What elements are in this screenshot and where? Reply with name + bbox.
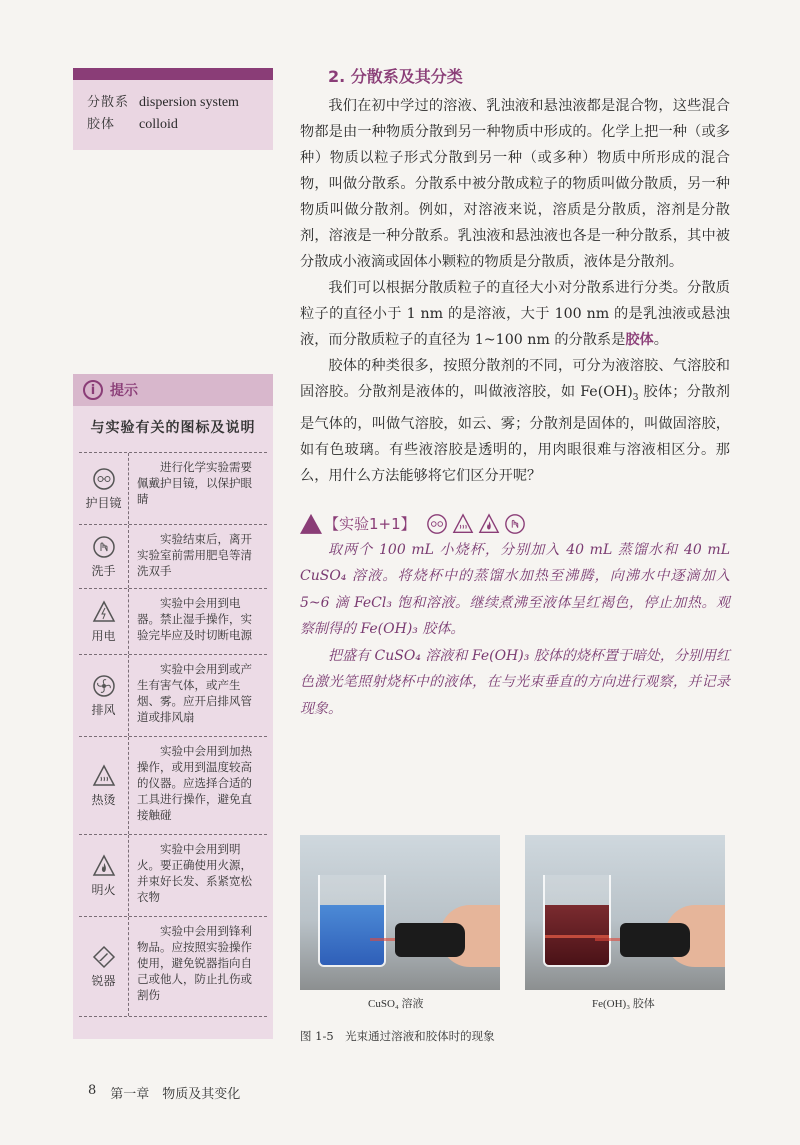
beaker xyxy=(543,875,611,967)
sharp-object-icon xyxy=(92,945,116,969)
tip-icon-cell xyxy=(79,453,129,524)
tips-panel xyxy=(73,374,273,1039)
experiment-step-1: 取两个 100 mL 小烧杯，分别加入 40 mL 蒸馏水和 40 mL CuSO₄ 溶液。将烧杯中的蒸馏水加热至沸腾，向沸水中逐滴加入 5~6 滴 FeCl₃ 饱和溶液。继续煮沸至液体呈红褐色，停止加热。观察制得的 Fe(OH)₃ 胶体。 xyxy=(300,541,730,638)
tip-row xyxy=(79,453,267,525)
tip-icon-name: 锐器 xyxy=(91,973,116,988)
tip-text: 实验中会用到明火。要正确使用火源，并束好长发、系紧宽松衣物 xyxy=(137,842,252,904)
tip-text: 实验结束后，离开实验室前需用肥皂等清洗双手 xyxy=(137,532,252,578)
tip-row xyxy=(79,589,267,655)
tip-text: 实验中会用到或产生有害气体，或产生烟、雾。应开启排风管道或排风扇 xyxy=(137,662,252,724)
tip-row xyxy=(79,737,267,835)
page-number: 8 xyxy=(88,1083,97,1098)
laser-pointer xyxy=(395,923,465,957)
experiment-header xyxy=(300,511,730,537)
photo-fe-oh3-colloid xyxy=(525,835,725,990)
paragraph-2-end: 。 xyxy=(653,332,668,348)
tip-icon-name: 明火 xyxy=(91,882,116,897)
figure-photos xyxy=(300,835,725,990)
tip-icon-name: 用电 xyxy=(91,628,116,643)
paragraph-3-text: 胶体的种类很多，按照分散剂的不同，可分为液溶胶、气溶胶和固溶胶。分散剂是液体的，叫做液溶胶，如 Fe(OH) xyxy=(300,358,730,400)
chapter-title: 第一章 物质及其变化 xyxy=(110,1087,241,1102)
glossary-item xyxy=(73,114,273,136)
info-icon: i xyxy=(83,380,103,400)
tip-icon-cell xyxy=(79,655,129,736)
hot-surface-icon xyxy=(92,764,116,788)
figure-caption: 图 1-5 光束通过溶液和胶体时的现象 xyxy=(300,1029,495,1043)
tip-row xyxy=(79,525,267,589)
photo-caption-1: CuSO₄ 溶液 xyxy=(368,998,424,1010)
open-flame-icon xyxy=(92,854,116,878)
paragraph-2 xyxy=(300,275,730,353)
goggles-icon xyxy=(92,467,116,491)
tips-title: 与实验有关的图标及说明 xyxy=(90,420,256,436)
tips-label: 提示 xyxy=(110,383,138,399)
experiment-box xyxy=(300,511,730,723)
tip-text: 实验中会用到锋利物品。应按照实验操作使用，避免锐器指向自己或他人，防止扎伤或割伤 xyxy=(137,924,252,1002)
tip-icon-cell xyxy=(79,737,129,834)
experiment-step-2: 把盛有 CuSO₄ 溶液和 Fe(OH)₃ 胶体的烧杯置于暗处，分别用红色激光笔照射烧杯中的液体，在与光束垂直的方向进行观察，并记录现象。 xyxy=(300,647,730,717)
tip-icon-name: 护目镜 xyxy=(85,495,122,510)
tip-text: 实验中会用到电器。禁止湿手操作，实验完毕应及时切断电源 xyxy=(137,596,252,642)
laser-pointer xyxy=(620,923,690,957)
glossary-term-en: dispersion system xyxy=(139,95,239,110)
tip-icon-name: 排风 xyxy=(91,702,116,717)
tip-icon-name: 热烫 xyxy=(91,792,116,807)
open-flame-icon xyxy=(478,513,500,535)
ventilation-icon xyxy=(92,674,116,698)
electricity-icon xyxy=(92,600,116,624)
experiment-badge-icon xyxy=(300,514,322,534)
tip-icon-name: 洗手 xyxy=(91,563,116,578)
photo-cuso4-solution xyxy=(300,835,500,990)
hand-wash-icon xyxy=(504,513,526,535)
paragraph-3 xyxy=(300,353,730,489)
tip-text: 进行化学实验需要佩戴护目镜，以保护眼睛 xyxy=(137,460,252,506)
experiment-title: 【实验1+1】 xyxy=(324,515,416,534)
section-heading: 2. 分散系及其分类 xyxy=(328,67,463,86)
tip-row xyxy=(79,655,267,737)
tip-icon-cell xyxy=(79,835,129,916)
tip-icon-cell xyxy=(79,917,129,1016)
tip-row xyxy=(79,835,267,917)
photo-caption-2: Fe(OH)₃ 胶体 xyxy=(592,998,655,1010)
goggles-icon xyxy=(426,513,448,535)
glossary-term-en: colloid xyxy=(139,117,178,132)
glossary-box xyxy=(73,68,273,150)
tip-icon-cell xyxy=(79,525,129,588)
glossary-item xyxy=(73,92,273,114)
glossary-term-zh: 分散系 xyxy=(87,95,130,110)
glossary-bar xyxy=(73,68,273,80)
paragraph-2-text: 我们可以根据分散质粒子的直径大小对分散系进行分类。分散质粒子的直径小于 1 nm 的是溶液，大于 100 nm 的是乳浊液或悬浊液，而分散质粒子的直径为 1~100 nm 的分散系是 xyxy=(300,280,730,348)
paragraph-3-rest: 胶体；分散剂是气体的，叫做气溶胶，如云、雾；分散剂是固体的，叫做固溶胶，如有色玻璃。有些液溶胶是透明的，用肉眼很难与溶液相区分。那么，用什么方法能够将它们区分开呢？ xyxy=(300,384,730,484)
blue-liquid xyxy=(320,905,384,965)
beaker xyxy=(318,875,386,967)
tip-text: 实验中会用到加热操作，或用到温度较高的仪器。应选择合适的工具进行操作，避免直接触碰 xyxy=(137,744,252,822)
hot-surface-icon xyxy=(452,513,474,535)
tips-header xyxy=(73,374,273,406)
main-column xyxy=(300,64,730,722)
tip-icon-cell xyxy=(79,589,129,654)
tips-table xyxy=(79,452,267,1017)
subscript: 3 xyxy=(632,392,639,403)
glossary-term-zh: 胶体 xyxy=(87,117,116,132)
red-brown-liquid xyxy=(545,905,609,965)
hand-wash-icon xyxy=(92,535,116,559)
page-footer xyxy=(88,1083,240,1102)
term-colloid: 胶体 xyxy=(625,332,654,348)
paragraph-1: 我们在初中学过的溶液、乳浊液和悬浊液都是混合物，这些混合物都是由一种物质分散到另一种物质中形成的。化学上把一种（或多种）物质以粒子形式分散到另一种（或多种）物质中所形成的混合物，叫做分散系。分散系中被分散成粒子的物质叫做分散质，另一种物质叫做分散剂。例如，对溶液来说，溶质是分散质，溶剂是分散剂，溶液是一种分散系。乳浊液和悬浊液也各是一种分散系，其中被分散成小液滴或固体小颗粒的物质是分散质，液体是分散剂。 xyxy=(300,98,730,270)
tip-row xyxy=(79,917,267,1017)
